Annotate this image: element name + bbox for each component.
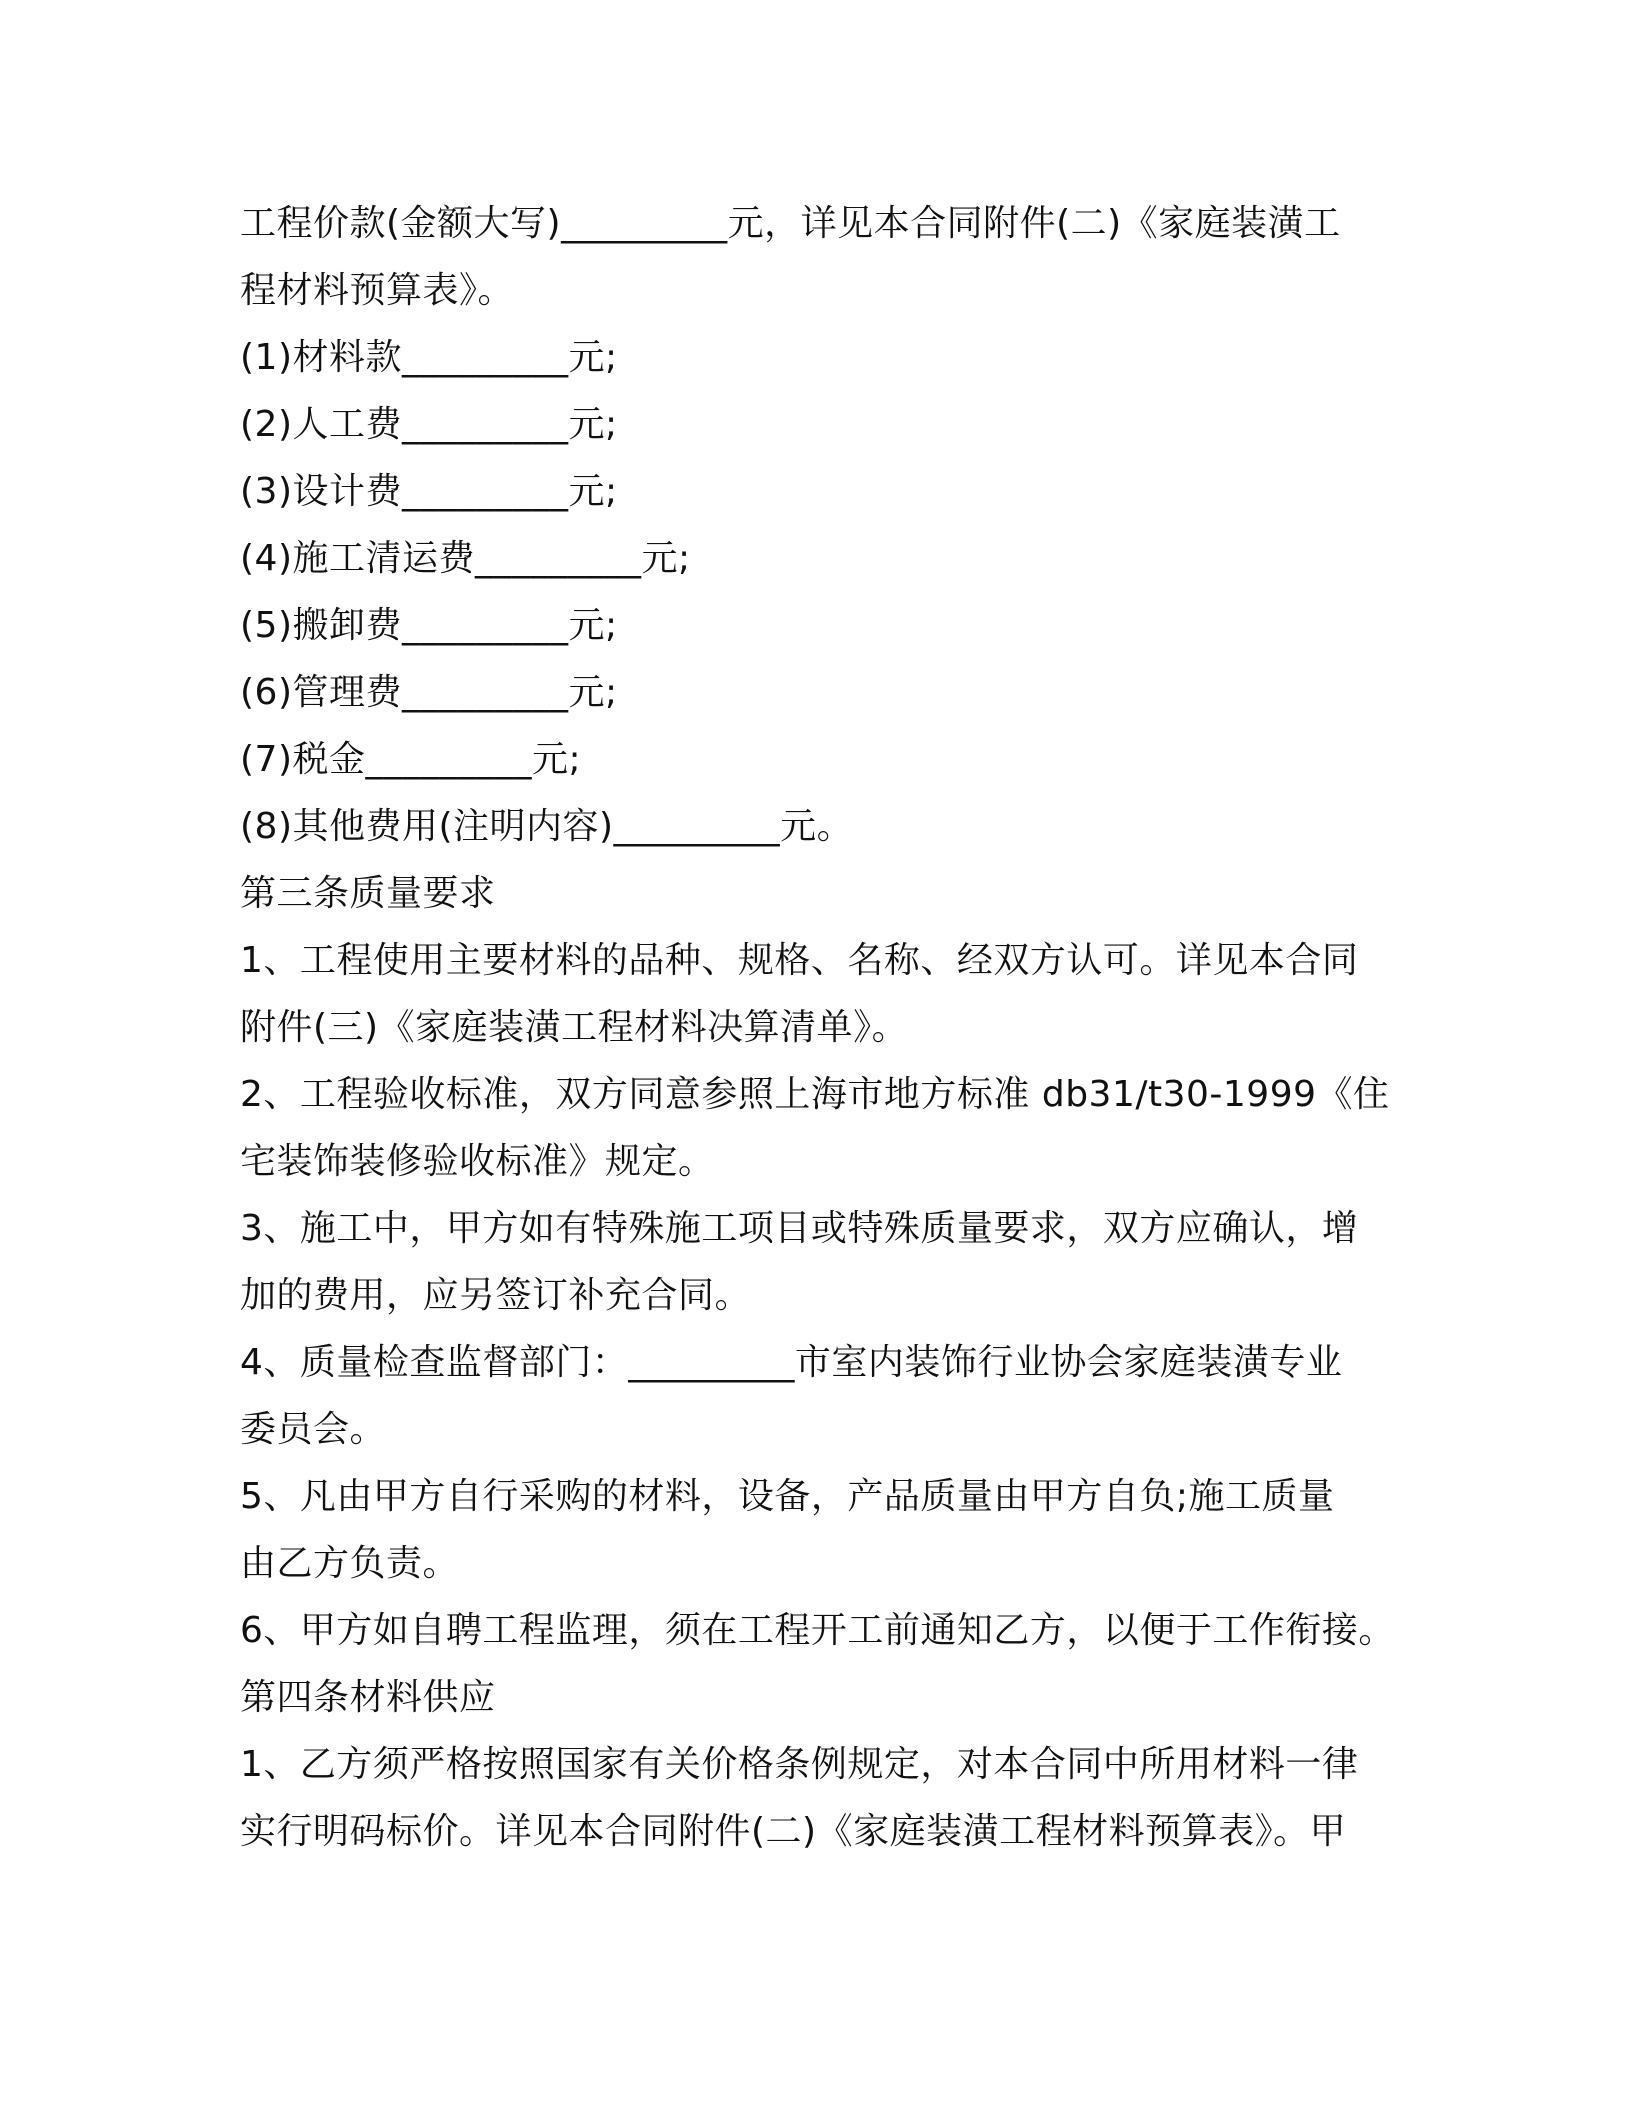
fee-item-handling: (5)搬卸费_________元; bbox=[240, 605, 618, 646]
fee-item-cleanup: (4)施工清运费_________元; bbox=[240, 538, 691, 579]
text-line: 6、甲方如自聘工程监理，须在工程开工前通知乙方，以便于工作衔接。 bbox=[240, 1610, 1395, 1651]
text-line: 宅装饰装修验收标准》规定。 bbox=[240, 1141, 715, 1182]
text-line: 由乙方负责。 bbox=[240, 1543, 460, 1584]
text-line: 附件(三)《家庭装潢工程材料决算清单》。 bbox=[240, 1007, 909, 1048]
text-line: 2、工程验收标准，双方同意参照上海市地方标准 db31/t30-1999《住 bbox=[240, 1074, 1390, 1115]
text-line: 1、工程使用主要材料的品种、规格、名称、经双方认可。详见本合同 bbox=[240, 940, 1359, 981]
text-line: 3、施工中，甲方如有特殊施工项目或特殊质量要求，双方应确认，增 bbox=[240, 1208, 1359, 1249]
text-line: 实行明码标价。详见本合同附件(二)《家庭装潢工程材料预算表》。甲 bbox=[240, 1811, 1347, 1852]
text-line: 程材料预算表》。 bbox=[240, 270, 515, 311]
fee-item-labor: (2)人工费_________元; bbox=[240, 404, 618, 445]
text-line: 4、质量检查监督部门：_________市室内装饰行业协会家庭装潢专业 bbox=[240, 1342, 1343, 1383]
document-body bbox=[240, 190, 1400, 1865]
fee-item-management: (6)管理费_________元; bbox=[240, 672, 618, 713]
fee-item-materials: (1)材料款_________元; bbox=[240, 337, 618, 378]
section-heading-materials: 第四条材料供应 bbox=[240, 1677, 496, 1718]
fee-item-design: (3)设计费_________元; bbox=[240, 471, 618, 512]
fee-item-other: (8)其他费用(注明内容)_________元。 bbox=[240, 806, 854, 847]
text-line: 1、乙方须严格按照国家有关价格条例规定，对本合同中所用材料一律 bbox=[240, 1744, 1359, 1785]
text-line: 5、凡由甲方自行采购的材料，设备，产品质量由甲方自负;施工质量 bbox=[240, 1476, 1335, 1517]
text-line: 工程价款(金额大写)_________元，详见本合同附件(二)《家庭装潢工 bbox=[240, 203, 1341, 244]
text-line: 加的费用，应另签订补充合同。 bbox=[240, 1275, 752, 1316]
text-line: 委员会。 bbox=[240, 1409, 387, 1450]
fee-item-tax: (7)税金_________元; bbox=[240, 739, 582, 780]
section-heading-quality: 第三条质量要求 bbox=[240, 873, 496, 914]
